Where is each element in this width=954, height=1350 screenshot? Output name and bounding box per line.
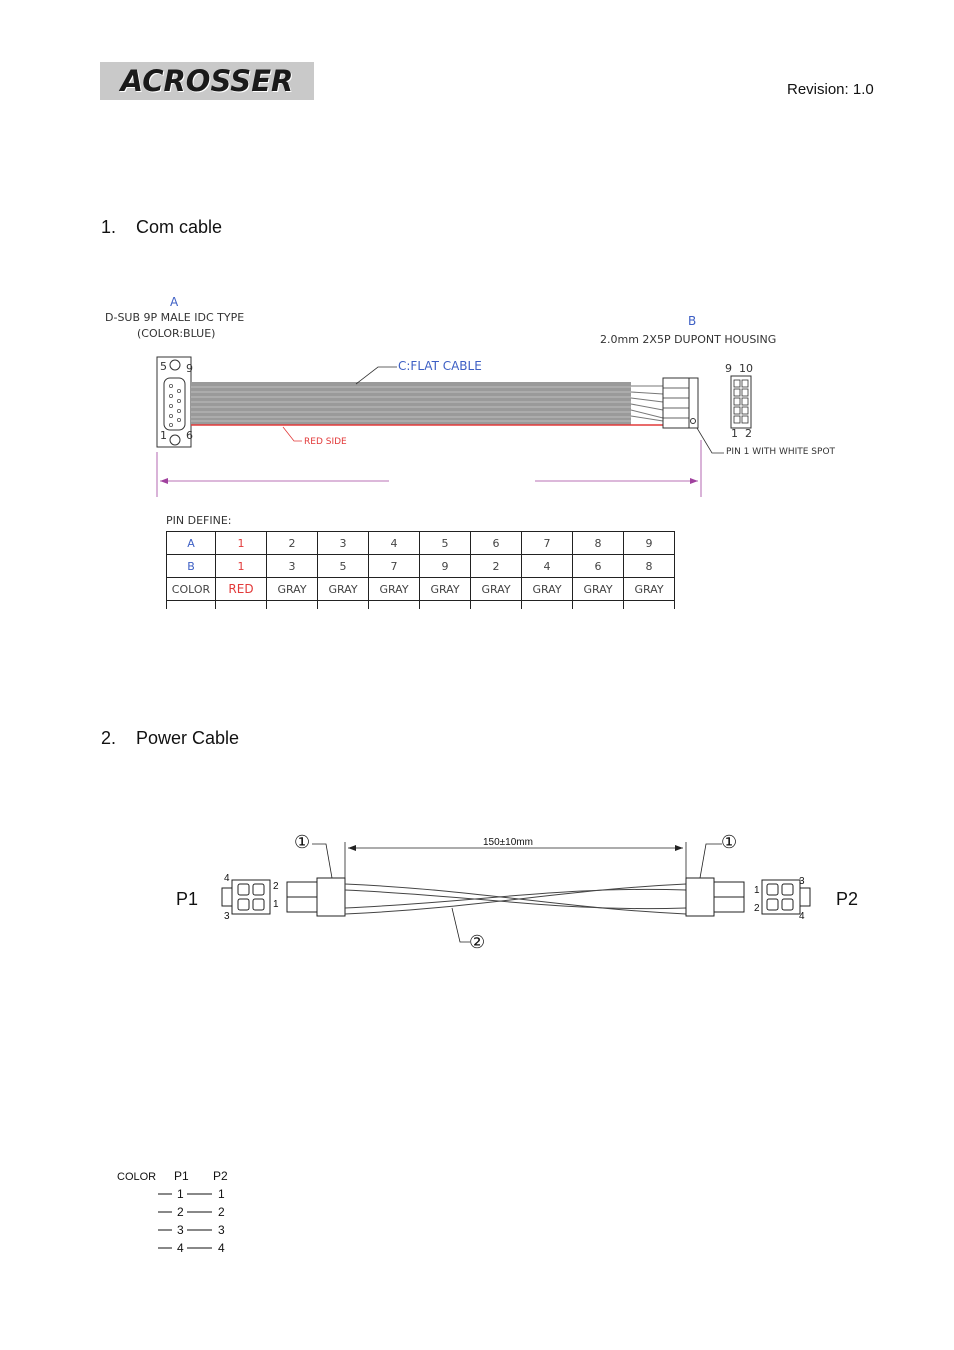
p2-pin-2: 2 [754,903,760,914]
label-dsub-type: D-SUB 9P MALE IDC TYPE [105,311,245,324]
dsub-pin-9-label: 9 [186,362,193,375]
map-p2-2: 2 [218,1205,225,1219]
pin-cell: GRAY [267,578,318,601]
pin-cell: 3 [267,555,318,578]
pin-cell: 1 [216,532,267,555]
p2-pin-1: 1 [754,885,760,896]
dsub-pin-5-label: 5 [160,360,167,373]
map-header-p1: P1 [174,1169,189,1183]
label-dsub-color: (COLOR:BLUE) [137,327,216,340]
pin-cell: 8 [573,532,624,555]
p2-connector-body [686,878,714,916]
map-header-color: COLOR [117,1171,157,1183]
pin-cell: GRAY [420,578,471,601]
pin-cell: 5 [318,555,369,578]
pin-cell: 7 [522,532,573,555]
p1-label: P1 [176,889,199,909]
pin-cell: GRAY [522,578,573,601]
map-p2-3: 3 [218,1223,225,1237]
flat-cable-leader [356,367,397,384]
dsub-screw-top [170,360,180,370]
pin-cell: GRAY [573,578,624,601]
section-heading-com-cable: 1. Com cable [101,217,223,237]
pin-cell: GRAY [624,578,675,601]
pin-row-cut [167,601,675,610]
header-pin-9-10-label: 9 10 [725,362,753,375]
pin-cell: 6 [573,555,624,578]
pin-cell: 9 [624,532,675,555]
p1-pin-2: 2 [273,881,279,892]
p1-pin-4: 4 [224,873,230,884]
pin-row-color [167,578,675,601]
map-p2-4: 4 [218,1241,225,1255]
power-length-label: 150±10mm [483,837,533,848]
pin-cell: RED [216,578,267,601]
pin-cell: GRAY [369,578,420,601]
logo-text: ACROSSER [120,64,294,98]
label-red-side: RED SIDE [304,437,347,447]
pin-cell: 4 [369,532,420,555]
label-b-letter: B [688,314,697,328]
pin-cell: 1 [216,555,267,578]
dsub-connector-body [164,378,185,430]
callout-2: ② [469,932,486,953]
pin-cell: COLOR [167,578,216,601]
p2-label: P2 [836,889,859,909]
pin-cell: 2 [471,555,522,578]
pin-cell: GRAY [471,578,522,601]
p2-pin-3: 3 [799,876,805,887]
map-p1-2: 2 [177,1205,184,1219]
power-map-lines [150,1185,240,1260]
flat-cable [191,382,631,425]
pin-row-a [167,532,675,555]
label-flat-cable: C:FLAT CABLE [398,359,482,373]
callout-1-right: ① [721,832,738,853]
callout-1-left: ① [294,832,311,853]
pin-cell: GRAY [318,578,369,601]
dsub-pin-1-label: 1 [160,429,167,442]
power-wires [345,884,686,914]
map-header-p2: P2 [213,1169,228,1183]
label-pin1-note: PIN 1 WITH WHITE SPOT [726,447,836,457]
p2-pin-4: 4 [799,911,805,922]
map-p1-1: 1 [177,1187,184,1201]
map-p1-3: 3 [177,1223,184,1237]
p1-connector-body [317,878,345,916]
label-a-letter: A [170,295,179,309]
pin-cell: A [167,532,216,555]
revision-label: Revision: 1.0 [787,81,874,98]
pin-cell: 2 [267,532,318,555]
pin-define-table [166,531,675,609]
section-heading-power-cable: 2. Power Cable [101,728,240,748]
p1-pin-1: 1 [273,899,279,910]
dsub-screw-bottom [170,435,180,445]
pin-cell: 6 [471,532,522,555]
pin-cell: 4 [522,555,573,578]
pin-cell: 3 [318,532,369,555]
map-p2-1: 1 [218,1187,225,1201]
pin-cell: 7 [369,555,420,578]
dupont-housing [663,378,689,428]
pin-cell: 9 [420,555,471,578]
header-pin-1-2-label: 1 2 [731,427,752,440]
pin-define-title: PIN DEFINE: [166,514,232,527]
pin-row-b [167,555,675,578]
label-dupont-housing: 2.0mm 2X5P DUPONT HOUSING [600,333,777,346]
red-side-leader [283,427,302,441]
p1-pin-3: 3 [224,911,230,922]
map-p1-4: 4 [177,1241,184,1255]
pin-cell: B [167,555,216,578]
dsub-pin-6-label: 6 [186,429,193,442]
pin-cell: 8 [624,555,675,578]
pin-cell: 5 [420,532,471,555]
